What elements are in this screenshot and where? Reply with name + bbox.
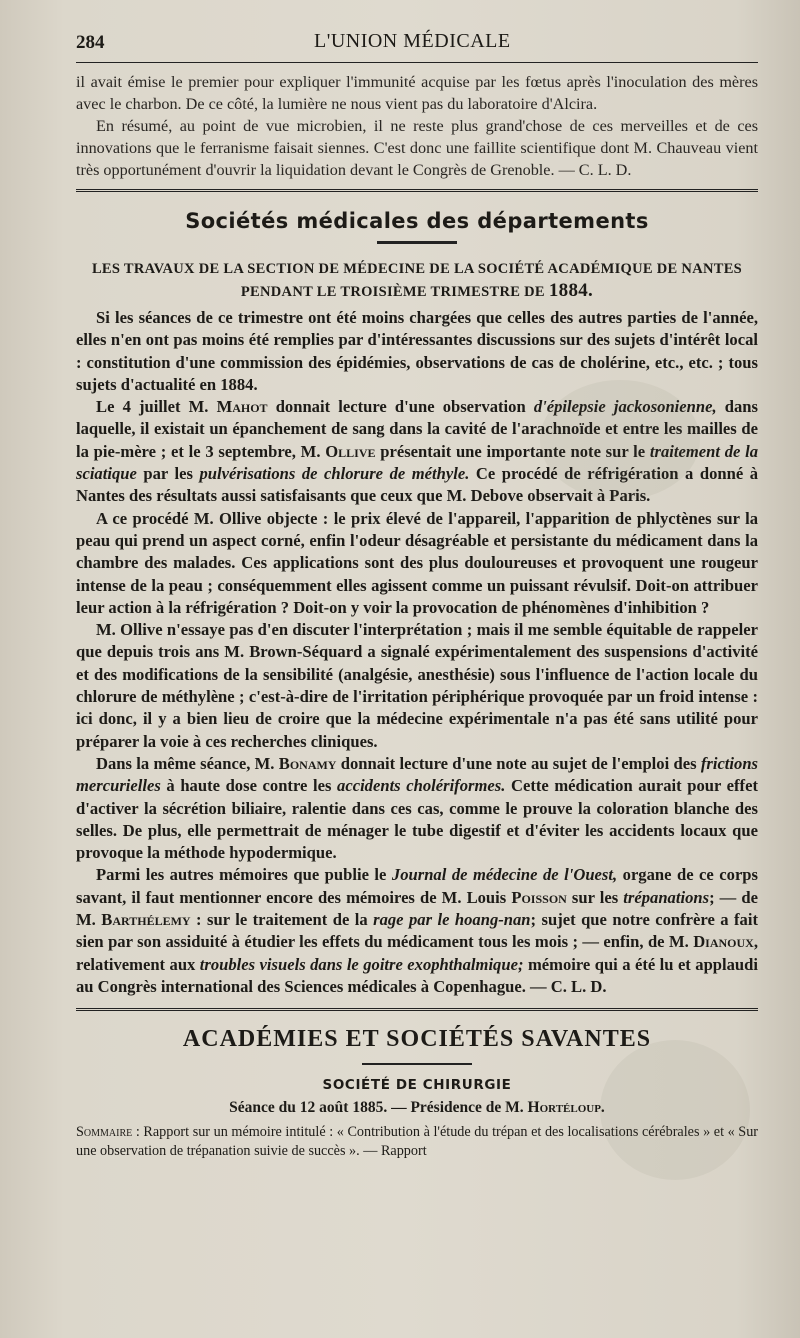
intro-paragraph: il avait émise le premier pour expliquer l'immunité acquise par les fœtus après l'inoculation des mères avec le charbon. De ce côté, la lumière ne nous vient pas du laboratoire d'Alcira. [76, 73, 758, 113]
article-title-line: LES TRAVAUX DE LA SECTION DE MÉDECINE DE LA SOCIÉTÉ ACADÉMIQUE DE NANTES [91, 261, 743, 277]
paper-stain [600, 1040, 750, 1180]
body-paragraph: Le 4 juillet M. Mahot donnait lecture d'une observation d'épilepsie jackosonienne, dans laquelle, il existait un épanchement de sang dans la cavité de l'arachnoïde et entre les mailles de la pie-mère ; et le 3 septembre, M. Ollive présentait une importante note sur le traitement de la sciatique par les pulvérisations de chlorure de méthyle. Ce procédé de réfrigération a donné à Nantes des résultats aussi satisfaisants que ceux que M. Debove observait à Paris. [76, 397, 759, 506]
body-paragraph: Parmi les autres mémoires que publie le Journal de médecine de l'Ouest, organe de ce corps savant, il faut mentionner encore des mémoires de M. Louis Poisson sur les trépanations; — de M. Barthélemy : sur le traitement de la rage par le hoang-nan; sujet que notre confrère a fait sien par son assiduité à étudier les effets du médicament tous les mois ; — enfin, de M. Dianoux, relativement aux troubles visuels dans le goitre exophthalmique; mémoire qui a été lu et applaudi au Congrès international des Sciences médicales à Copenhague. — C. L. D. [76, 865, 759, 996]
article-title-line [76, 280, 758, 303]
heading-underline [362, 1063, 472, 1065]
seance-line: Séance du 12 août 1885. — Présidence de M. Hortéloup. [229, 1099, 605, 1117]
section-heading: ACADÉMIES ET SOCIÉTÉS SAVANTES [182, 1026, 652, 1053]
section-heading: Sociétés médicales des départements [185, 209, 649, 233]
subsection-heading: SOCIÉTÉ DE CHIRURGIE [322, 1077, 512, 1094]
paper-stain [540, 380, 700, 500]
heading-underline [377, 241, 457, 244]
body-paragraph: Dans la même séance, M. Bonamy donnait lecture d'une note au sujet de l'emploi des frictions mercurielles à haute dose contre les accidents cholériformes. Cette médication aurait pour effet d'activer la sécrétion biliaire, ralentie dans ces cas, comme le prouve la coloration blanche des selles. De plus, elle permettrait de ménager le tube digestif et d'éviter les accidents locaux que provoque la méthode hypodermique. [76, 753, 759, 863]
body-paragraph: Si les séances de ce trimestre ont été moins chargées que celles des autres parties de l'année, elles n'en ont pas moins été remplies par d'intéressantes discussions sur des sujets d'intérêt local : constitution d'une commission des épidémies, observations de cas de cholérine, etc., etc. ; tous sujets d'actualité en 1884. [76, 308, 758, 394]
running-title: L'UNION MÉDICALE [314, 30, 511, 52]
header-rule [76, 62, 758, 63]
body-paragraph: A ce procédé M. Ollive objecte : le prix élevé de l'appareil, l'apparition de phlyctènes sur la peau qui prend un aspect corné, enfin l'odeur désagréable et persistante du médicament dans la chambre des malades. Ces applications sont des plus douloureuses et provoquent une rougeur intense de la peau ; conséquemment elles agissent comme un puissant révulsif. Doit-on attribuer leur action à la réfrigération ? Doit-on y voir la provocation de phénomènes d'inhibition ? [76, 508, 758, 617]
article-year: 1884. [548, 280, 594, 301]
section-double-rule [76, 1008, 758, 1011]
page-header [76, 26, 758, 62]
article-title [76, 258, 758, 303]
body-paragraph: M. Ollive n'essaye pas d'en discuter l'interprétation ; mais il me semble équitable de rappeler que depuis trois ans M. Brown-Séquard a signalé expérimentalement des suspensions d'activité et des modifications de la sensibilité (analgésie, anesthésie) sous l'influence de l'action locale du chlorure de méthylène ; c'est-à-dire de l'irritation périphérique provoquée par un froid intense : ici donc, il y a bien lieu de croire que la médecine expérimentale n'a pas été sans utilité pour préparer la voie à ces recherches cliniques. [76, 620, 758, 751]
sommaire-text: : Rapport sur un mémoire intitulé : « Contribution à l'étude du trépan et des localisations cérébrales » et « Sur une observation de trépanation suivie de succès ». — Rapport [76, 1124, 759, 1160]
section-double-rule [76, 189, 758, 192]
intro-paragraph: En résumé, au point de vue microbien, il ne reste plus grand'chose de ces merveilles et de ces innovations que le ferranisme faisait siennes. C'est donc une faillite scientifique dont M. Chauveau vient très opportunément d'ouvrir la liquidation devant le Congrès de Grenoble. — C. L. D. [76, 117, 758, 179]
page-number: 284 [76, 32, 105, 53]
intro-section [76, 71, 758, 181]
article-title-text: PENDANT LE TROISIÈME TRIMESTRE DE [240, 284, 545, 300]
sommaire-label: Sommaire [76, 1124, 133, 1141]
